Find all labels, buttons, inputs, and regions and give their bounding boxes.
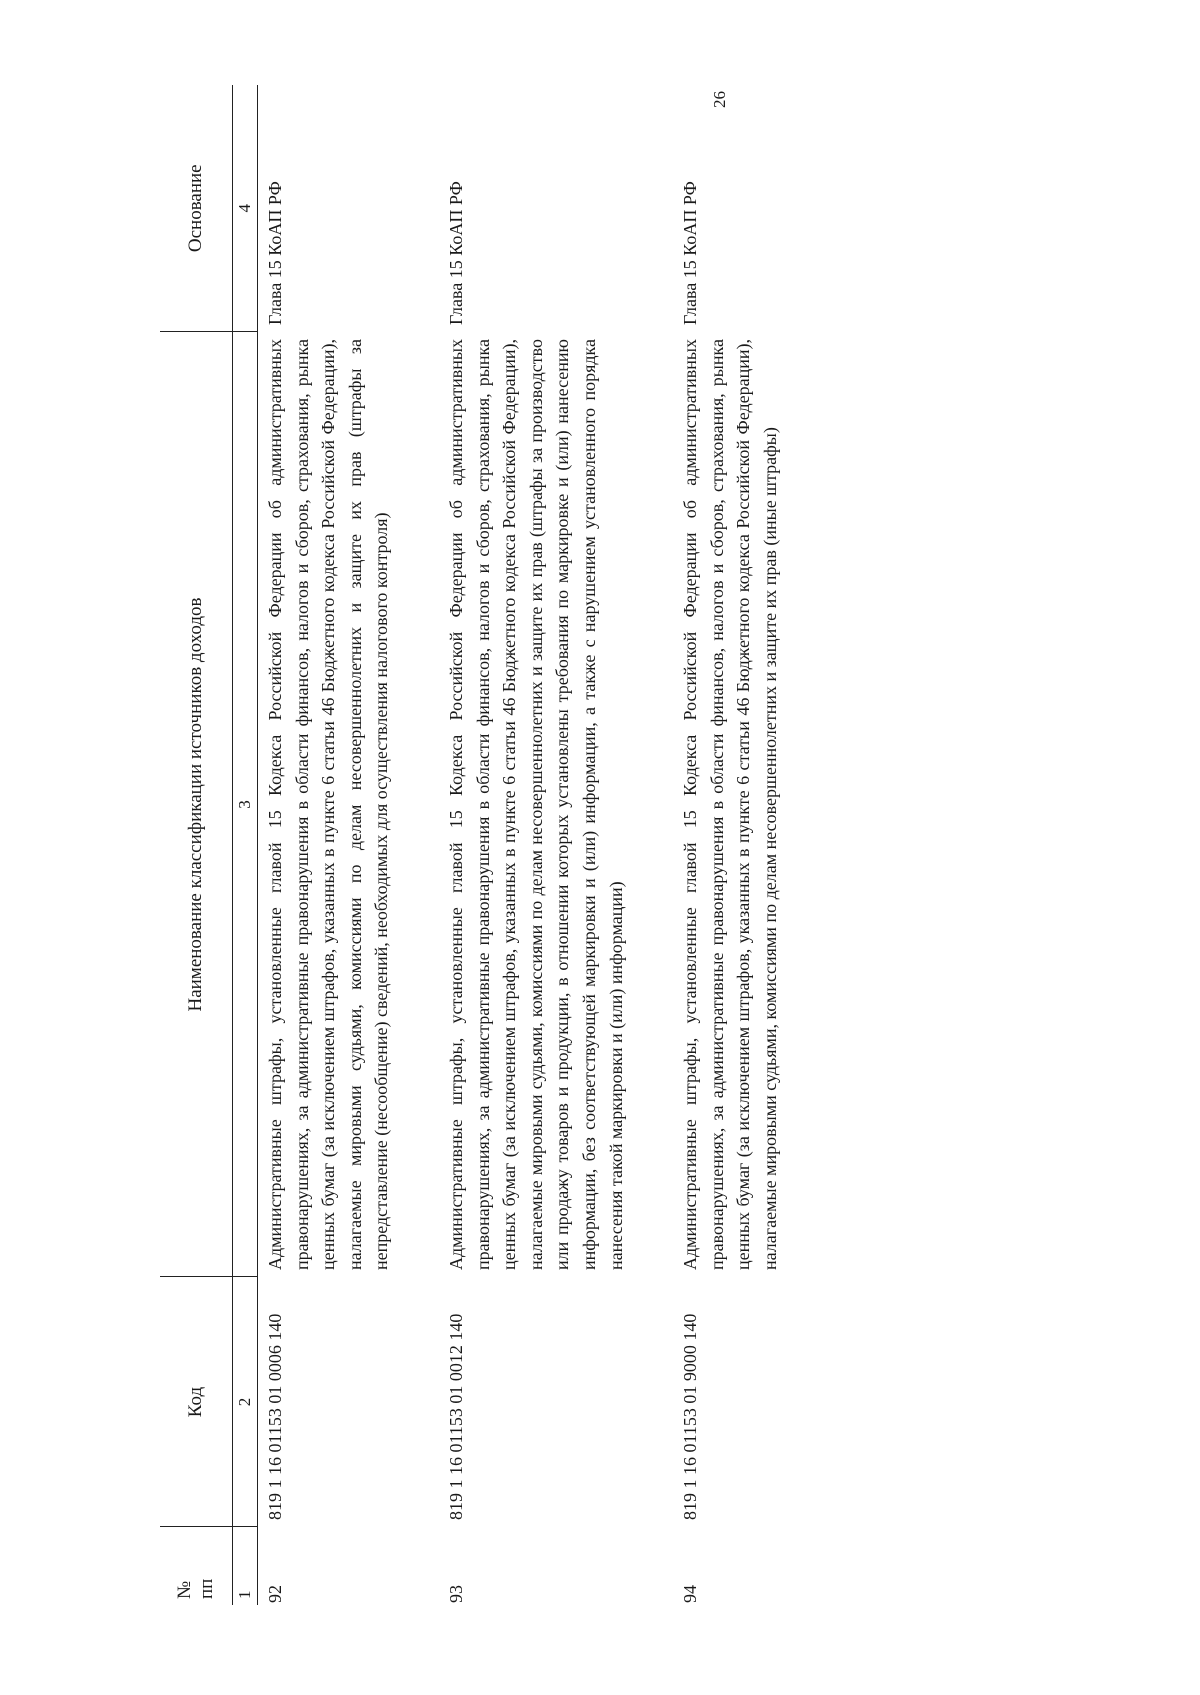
row-basis: Глава 15 КоАП РФ bbox=[265, 181, 285, 325]
header-code: Код bbox=[160, 1277, 233, 1527]
row-number: 93 bbox=[445, 1585, 466, 1603]
row-number: 92 bbox=[265, 1585, 285, 1603]
page-number: 26 bbox=[710, 91, 729, 108]
table-row bbox=[415, 85, 649, 1605]
row-code: 819 1 16 01153 01 0006 140 bbox=[265, 1313, 285, 1520]
column-number: 2 bbox=[233, 1277, 258, 1527]
column-number: 3 bbox=[233, 332, 258, 1277]
header-number: № пп bbox=[160, 1527, 233, 1605]
table-row bbox=[258, 85, 415, 1605]
column-number: 4 bbox=[233, 85, 258, 332]
column-number-row bbox=[233, 85, 258, 1605]
rotated-page-content bbox=[160, 85, 1060, 1605]
row-code: 819 1 16 01153 01 0012 140 bbox=[445, 1313, 466, 1520]
row-name: Административные штрафы, установленные главой 15 Кодекса Российской Федерации об административных правонарушениях, за административные правонарушения в области финансов, налогов и сборов, страхования, рынка ценных бумаг (за исключением штрафов, указанных в пункте 6 статьи 46 Бюджетного кодекса Российской Федерации), налагаемые мировыми судьями, комиссиями по делам несовершеннолетних и защите их прав (штрафы за непредставление (несообщение) сведений, необходимых для осуществления налогового контроля) bbox=[265, 339, 392, 1270]
header-name: Наименование классификации источников доходов bbox=[160, 332, 233, 1277]
row-name: Административные штрафы, установленные главой 15 Кодекса Российской Федерации об административных правонарушениях, за административные правонарушения в области финансов, налогов и сборов, страхования, рынка ценных бумаг (за исключением штрафов, указанных в пункте 6 статьи 46 Бюджетного кодекса Российской Федерации), налагаемые мировыми судьями, комиссиями по делам несовершеннолетних и защите их прав (иные штрафы) bbox=[680, 339, 780, 1270]
header-basis: Основание bbox=[160, 85, 233, 332]
row-basis: Глава 15 КоАП РФ bbox=[445, 181, 466, 325]
column-number: 1 bbox=[233, 1527, 258, 1605]
row-basis: Глава 15 КоАП РФ bbox=[680, 181, 701, 325]
row-code: 819 1 16 01153 01 9000 140 bbox=[680, 1313, 701, 1520]
table-header-row bbox=[160, 85, 233, 1605]
row-name: Административные штрафы, установленные главой 15 Кодекса Российской Федерации об административных правонарушениях, за административные правонарушения в области финансов, налогов и сборов, страхования, рынка ценных бумаг (за исключением штрафов, указанных в пункте 6 статьи 46 Бюджетного кодекса Российской Федерации), налагаемые мировыми судьями, комиссиями по делам несовершеннолетних и защите их прав (штрафы за производство или продажу товаров и продукции, в отношении которых установлены требования по маркировке и (или) нанесению информации, без соответствующей маркировки и (или) информации, а также с нарушением установленного порядка нанесения такой маркировки и (или) информации) bbox=[445, 339, 626, 1270]
revenue-classification-table bbox=[160, 85, 804, 1605]
row-number: 94 bbox=[680, 1585, 701, 1603]
table-row bbox=[649, 85, 803, 1605]
